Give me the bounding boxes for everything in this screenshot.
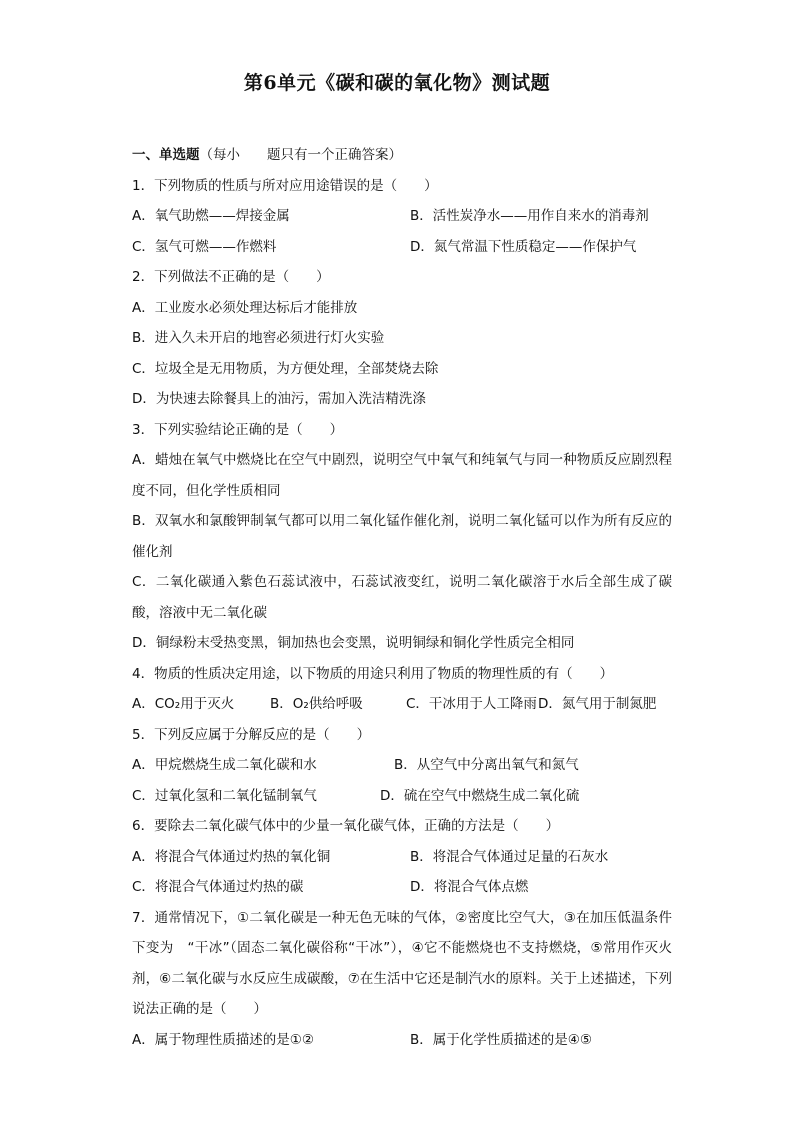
option: C．二氧化碳通入紫色石蕊试液中，石蕊试液变红，说明二氧化碳溶于水后全部生成了碳酸，溶液中无二氧化碳 [132, 574, 672, 621]
option: C．将混合气体通过灼热的碳 [132, 879, 304, 895]
option: B．从空气中分离出氧气和氮气 [394, 757, 579, 773]
option-row [132, 232, 672, 263]
option: D．为快速去除餐具上的油污，需加入洗洁精洗涤 [132, 391, 426, 407]
option-row [132, 689, 672, 720]
question-stem: 1．下列物质的性质与所对应用途错误的是（ ） [132, 177, 438, 194]
option: A．将混合气体通过灼热的氧化铜 [132, 848, 331, 865]
option: D．硫在空气中燃烧生成二氧化硫 [380, 787, 580, 804]
option: A．CO₂用于灭火 [132, 696, 235, 712]
option-row [132, 201, 672, 232]
option-row [132, 872, 672, 903]
option: B．O₂供给呼吸 [270, 696, 363, 712]
option: D．氮气用于制氮肥 [538, 696, 657, 712]
section-label: 一、单选题 [132, 147, 200, 163]
section-heading [132, 140, 672, 171]
question-stem: 3．下列实验结论正确的是（ ） [132, 421, 344, 438]
option: B．进入久未开启的地窖必须进行灯火实验 [132, 330, 385, 346]
option-row [132, 842, 672, 873]
option-row [132, 781, 672, 812]
option: C．过氧化氢和二氧化锰制氧气 [132, 787, 317, 804]
option: D．将混合气体点燃 [410, 879, 529, 895]
option: C．氢气可燃——作燃料 [132, 238, 277, 255]
option: B．属于化学性质描述的是④⑤ [410, 1031, 592, 1048]
question-stem: 4．物质的性质决定用途，以下物质的用途只利用了物质的物理性质的有（ ） [132, 665, 614, 682]
section-note: （每小 题只有一个正确答案） [199, 147, 402, 163]
option: D．氮气常温下性质稳定——作保护气 [410, 238, 637, 255]
option-row [132, 750, 672, 781]
question-stem: 2．下列做法不正确的是（ ） [132, 269, 330, 285]
question-stem: 5．下列反应属于分解反应的是（ ） [132, 726, 371, 743]
option: C．干冰用于人工降雨 [406, 696, 537, 712]
option: A．蜡烛在氧气中燃烧比在空气中剧烈，说明空气中氧气和纯氧气与同一种物质反应剧烈程度不同，但化学性质相同 [132, 452, 672, 499]
question-stem: 7．通常情况下，①二氧化碳是一种无色无味的气体，②密度比空气大，③在加压低温条件下变为 “干冰”（固态二氧化碳俗称“干冰”），④它不能燃烧也不支持燃烧，⑤常用作灭火剂，⑥二氧化碳与水反应生成碳酸，⑦在生活中它还是制汽水的原料。关于上述描述，下列说法正确的是（ ） [132, 909, 672, 1017]
option-row [132, 1025, 672, 1056]
option: C．垃圾全是无用物质，为方便处理，全部焚烧去除 [132, 360, 439, 377]
option: B．活性炭净水——用作自来水的消毒剂 [410, 208, 649, 224]
option: A．甲烷燃烧生成二氧化碳和水 [132, 757, 317, 773]
option: A．氧气助燃——焊接金属 [132, 208, 290, 224]
option: A．工业废水必须处理达标后才能排放 [132, 299, 358, 316]
option: B．将混合气体通过足量的石灰水 [410, 848, 609, 865]
question-stem: 6．要除去二氧化碳气体中的少量一氧化碳气体，正确的方法是（ ） [132, 818, 560, 834]
option: B．双氧水和氯酸钾制氧气都可以用二氧化锰作催化剂，说明二氧化锰可以作为所有反应的催化剂 [132, 513, 672, 560]
question-list [132, 140, 672, 1055]
option: A．属于物理性质描述的是①② [132, 1031, 314, 1048]
option: D．铜绿粉末受热变黑，铜加热也会变黑，说明铜绿和铜化学性质完全相同 [132, 635, 575, 651]
page-title: 第6单元《碳和碳的氧化物》测试题 [243, 72, 551, 94]
